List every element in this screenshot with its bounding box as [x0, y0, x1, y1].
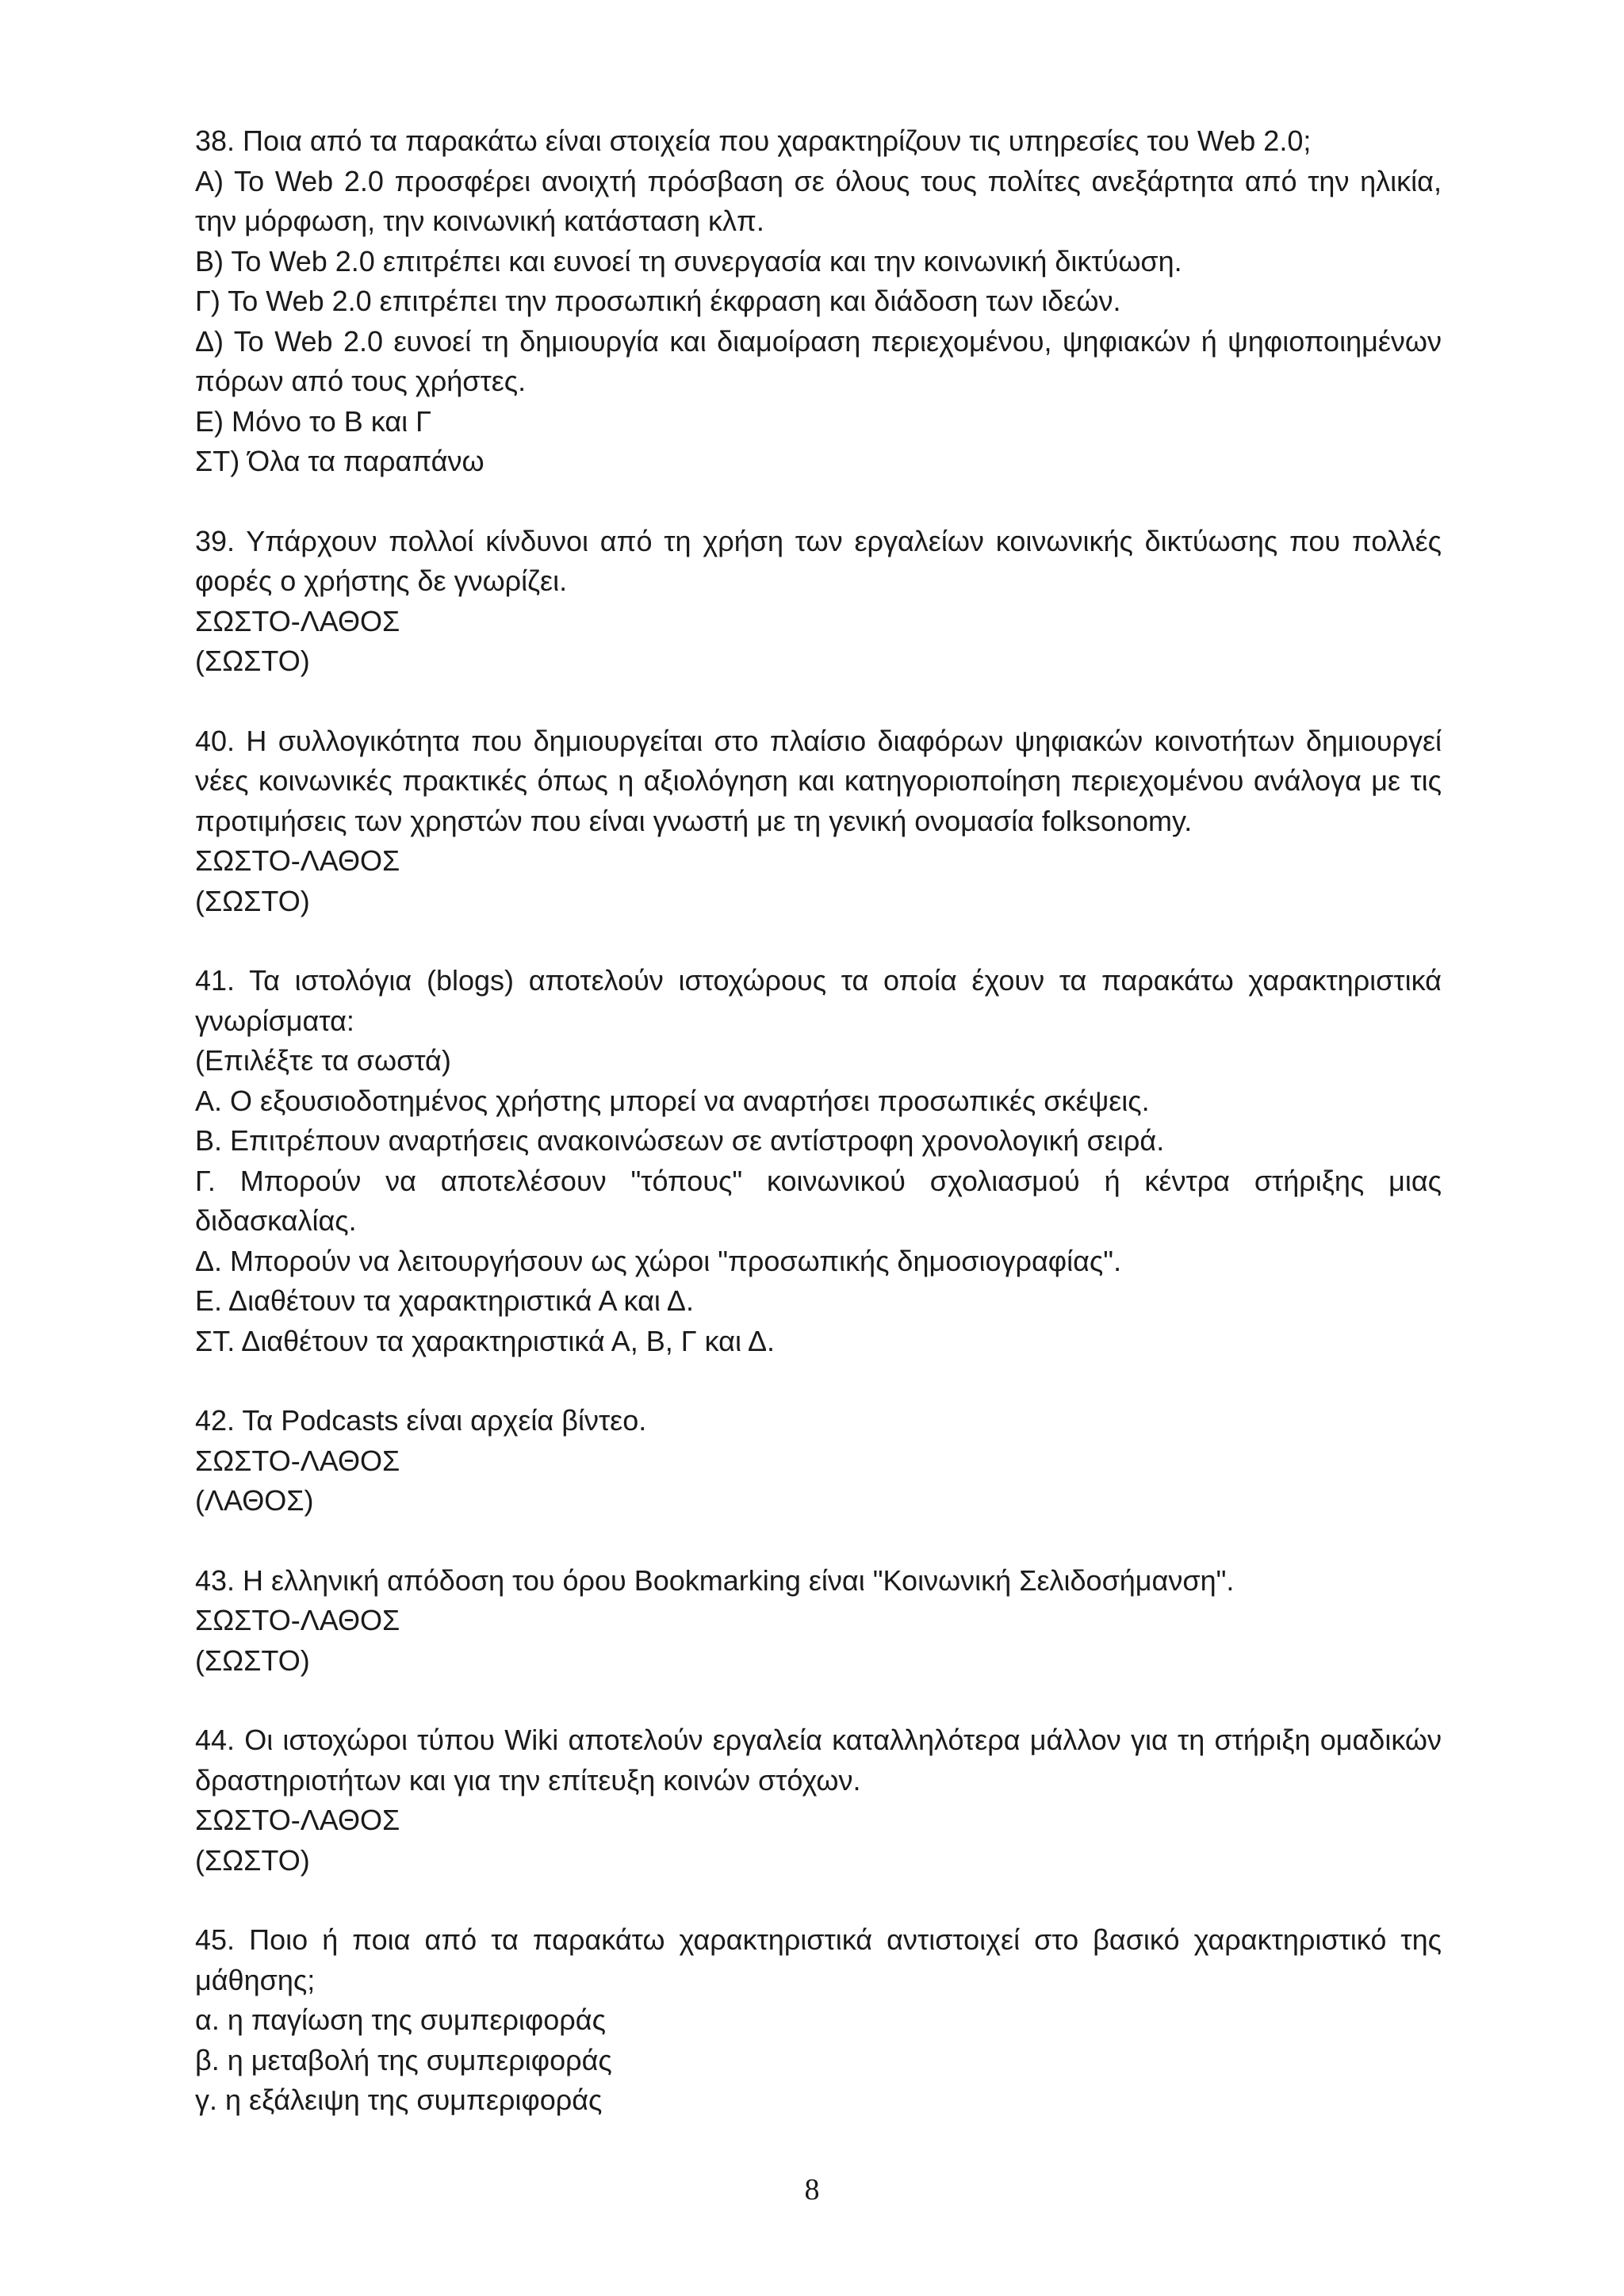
question-42	[195, 1401, 1442, 1521]
answer-key: (ΣΩΣΤΟ)	[195, 1843, 310, 1877]
answer-format: ΣΩΣΤΟ-ΛΑΘΟΣ	[195, 1604, 400, 1636]
option-line: Α. Ο εξουσιοδοτημένος χρήστης μπορεί να αναρτήσει προσωπικές σκέψεις.	[195, 1084, 1150, 1117]
question-stem: 44. Οι ιστοχώροι τύπου Wiki αποτελούν εργαλεία καταλληλότερα μάλλον για τη στήριξη ομαδικών δραστηριοτήτων και για την επίτευξη κοινών στόχων.	[195, 1724, 1442, 1797]
option-line: ΣΤ) Όλα τα παραπάνω	[195, 445, 485, 477]
option-line: Β) Το Web 2.0 επιτρέπει και ευνοεί τη συνεργασία και την κοινωνική δικτύωση.	[195, 244, 1182, 277]
option-line: Ε. Διαθέτουν τα χαρακτηριστικά Α και Δ.	[195, 1284, 694, 1317]
question-40	[195, 721, 1442, 922]
instruction-line: (Επιλέξτε τα σωστά)	[195, 1044, 451, 1077]
answer-format: ΣΩΣΤΟ-ΛΑΘΟΣ	[195, 844, 400, 877]
question-38	[195, 121, 1442, 482]
answer-key: (ΛΑΘΟΣ)	[195, 1484, 314, 1517]
question-39	[195, 522, 1442, 682]
option-line: Α) Το Web 2.0 προσφέρει ανοιχτή πρόσβαση σε όλους τους πολίτες ανεξάρτητα από την ηλικία, την μόρφωση, την κοινωνική κατάσταση κλπ.	[195, 164, 1442, 237]
answer-key: (ΣΩΣΤΟ)	[195, 884, 310, 917]
answer-format: ΣΩΣΤΟ-ΛΑΘΟΣ	[195, 604, 400, 637]
option-line: Δ) Το Web 2.0 ευνοεί τη δημιουργία και διαμοίραση περιεχομένου, ψηφιακών ή ψηφιοποιημένων πόρων από τους χρήστες.	[195, 324, 1442, 397]
question-41	[195, 961, 1442, 1361]
question-stem: 41. Τα ιστολόγια (blogs) αποτελούν ιστοχώρους τα οποία έχουν τα παρακάτω χαρακτηριστικά γνωρίσματα:	[195, 964, 1442, 1037]
option-line: Β. Επιτρέπουν αναρτήσεις ανακοινώσεων σε αντίστροφη χρονολογική σειρά.	[195, 1124, 1165, 1157]
answer-key: (ΣΩΣΤΟ)	[195, 645, 310, 677]
option-line: Γ) Το Web 2.0 επιτρέπει την προσωπική έκφραση και διάδοση των ιδεών.	[195, 285, 1121, 317]
option-line: α. η παγίωση της συμπεριφοράς	[195, 2003, 606, 2036]
option-line: Δ. Μπορούν να λειτουργήσουν ως χώροι "προσωπικής δημοσιογραφίας".	[195, 1244, 1122, 1277]
option-line: γ. η εξάλειψη της συμπεριφοράς	[195, 2084, 603, 2116]
answer-format: ΣΩΣΤΟ-ΛΑΘΟΣ	[195, 1804, 400, 1836]
question-stem: 40. Η συλλογικότητα που δημιουργείται στο πλαίσιο διαφόρων ψηφιακών κοινοτήτων δημιουργεί νέες κοινωνικές πρακτικές όπως η αξιολόγηση και κατηγοριοποίηση περιεχομένου ανάλογα με τις προτιμήσεις των χρηστών που είναι γνωστή με τη γενική ονομασία folksonomy.	[195, 724, 1442, 837]
question-stem: 42. Τα Podcasts είναι αρχεία βίντεο.	[195, 1404, 647, 1437]
question-stem: 39. Υπάρχουν πολλοί κίνδυνοι από τη χρήση των εργαλείων κοινωνικής δικτύωσης που πολλές φορές ο χρήστης δε γνωρίζει.	[195, 524, 1442, 597]
option-line: Ε) Μόνο το Β και Γ	[195, 404, 431, 438]
answer-key: (ΣΩΣΤΟ)	[195, 1644, 310, 1677]
page-number: 8	[804, 2173, 820, 2206]
answer-format: ΣΩΣΤΟ-ΛΑΘΟΣ	[195, 1444, 400, 1477]
question-45	[195, 1920, 1442, 2121]
option-line: ΣΤ. Διαθέτουν τα χαρακτηριστικά Α, Β, Γ και Δ.	[195, 1324, 776, 1357]
question-44	[195, 1720, 1442, 1881]
question-stem: 38. Ποια από τα παρακάτω είναι στοιχεία που χαρακτηρίζουν τις υπηρεσίες του Web 2.0;	[195, 124, 1312, 157]
option-line: Γ. Μπορούν να αποτελέσουν "τόπους" κοινωνικού σχολιασμού ή κέντρα στήριξης μιας διδασκαλίας.	[195, 1164, 1442, 1237]
question-stem: 43. Η ελληνική απόδοση του όρου Bookmarking είναι "Κοινωνική Σελιδοσήμανση".	[195, 1563, 1235, 1597]
document-page	[195, 121, 1442, 2160]
question-43	[195, 1561, 1442, 1682]
option-line: β. η μεταβολή της συμπεριφοράς	[195, 2043, 612, 2076]
question-stem: 45. Ποιο ή ποια από τα παρακάτω χαρακτηριστικά αντιστοιχεί στο βασικό χαρακτηριστικό της μάθησης;	[195, 1923, 1442, 1996]
